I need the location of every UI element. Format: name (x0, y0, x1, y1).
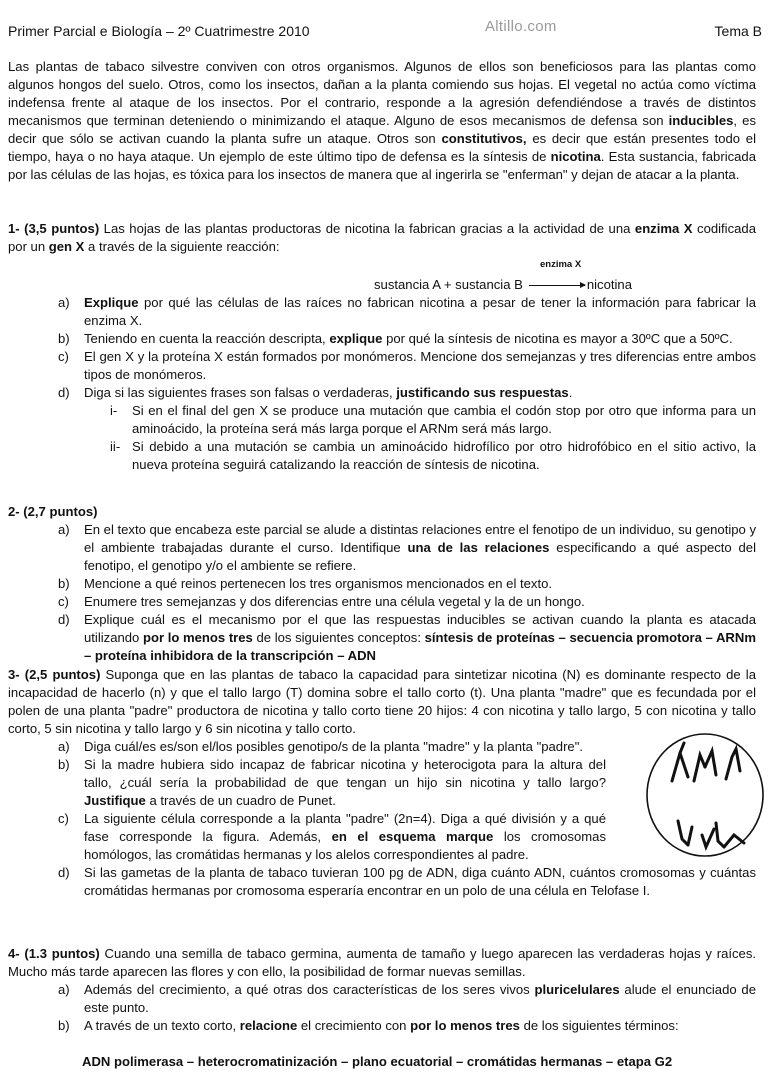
text-run: alude el enunciado de este punto. (84, 982, 757, 1015)
question-item (8, 575, 756, 593)
text-run: de los siguientes términos: (519, 1018, 679, 1033)
chromosome-3a (726, 749, 740, 779)
text-run: Explique (84, 295, 139, 310)
text-run: A través de un texto corto, (84, 1018, 240, 1033)
question-item (8, 348, 756, 384)
text-run: Mencione a qué reinos pertenecen los tres organismos mencionados en el texto. (84, 576, 553, 591)
reaction-equation (8, 256, 756, 294)
reaction-arrow-icon (529, 285, 585, 286)
chromosomes-bottom (678, 821, 744, 847)
text-run: a través de la siguiente reacción: (84, 239, 280, 254)
question-2-title (8, 503, 756, 521)
question-4 (8, 945, 756, 1071)
question-4-prompt (8, 945, 756, 981)
text-run: a través de un cuadro de Punet. (145, 793, 336, 808)
question-4-items (8, 981, 756, 1035)
text-run: La siguiente célula corresponde a la planta "padre" (2n=4). Diga a qué división y a qué fase corresponde la figura. Además, (84, 811, 606, 844)
text-run: síntesis de proteínas – secuencia promotora – ARNm – proteína inhibidora de la transcripción – ADN (84, 630, 756, 663)
exam-version: Tema B (714, 23, 762, 39)
item-text (84, 521, 756, 575)
text-run: 3- (2,5 puntos) (8, 667, 101, 682)
item-text (84, 384, 756, 474)
text-run: constitutivos, (441, 131, 527, 146)
page-header (8, 18, 772, 40)
reaction-reactants: sustancia A + sustancia B (374, 277, 523, 292)
text-run: Si la madre hubiera sido incapaz de fabricar nicotina y heterocigota para la altura del tallo, ¿cuál sería la probabilidad de que tengan un hijo sin nicotina y tallo largo? (84, 757, 606, 790)
item-label: a) (58, 295, 70, 310)
chromosome-2b (705, 751, 716, 775)
text-run: Diga cuál/es es/son el/los posibles genotipo/s de la planta "madre" y la planta "padre". (84, 739, 583, 754)
item-label: c) (58, 349, 69, 364)
text-run: justificando sus respuestas (396, 385, 569, 400)
item-label: d) (58, 865, 70, 880)
item-label: c) (58, 811, 69, 826)
text-run: Cuando una semilla de tabaco germina, aumenta de tamaño y luego aparecen las verdaderas hojas y raíces. Mucho más tarde aparecen las flores y con ello, la posibilidad de formar nuevas semillas. (8, 946, 757, 979)
question-item (8, 611, 756, 665)
item-text (84, 611, 756, 665)
text-run: . (568, 385, 573, 400)
text-run: nicotina (550, 149, 601, 164)
item-text (84, 575, 756, 593)
question-2 (8, 503, 756, 665)
item-label: d) (58, 612, 70, 627)
text-run: relacione (239, 1018, 298, 1033)
chromosome-2a (694, 755, 705, 781)
text-run: 4- (1.3 puntos) (8, 946, 100, 961)
chromosome-6b (724, 835, 744, 847)
text-run: Además del crecimiento, a qué otras dos características de los seres vivos (84, 982, 535, 997)
chromosome-5a (702, 829, 714, 847)
item-label: b) (58, 576, 70, 591)
item-label: d) (58, 385, 70, 400)
text-run: Diga si las siguientes frases son falsas o verdaderas, (84, 385, 397, 400)
text-run: Si las gametas de la planta de tabaco tuvieran 100 pg de ADN, diga cuánto ADN, cuántos cromosomas y cuántas cromátidas hermanas por cromosoma esperaría encontrar en un polo de una célula en Telofase I. (84, 865, 756, 898)
text-run: gen X (48, 239, 85, 254)
chromosome-6a (716, 823, 724, 847)
text-run: una de las relaciones (407, 540, 550, 555)
text-run: por qué las células de las raíces no fabrican nicotina a pesar de tener la información para fabricar la enzima X. (84, 295, 756, 328)
sub-item (84, 402, 756, 438)
item-label: a) (58, 982, 70, 997)
question-item (8, 294, 756, 330)
text-run: los cromosomas homólogos, las cromátidas hermanas y los alelos correspondientes al padre. (84, 829, 607, 862)
sub-item-label: ii- (110, 439, 121, 454)
item-text (84, 330, 756, 348)
sub-item-text: Si en el final del gen X se produce una mutación que cambia el codón stop por otro que informa para un aminoácido, la proteína será más larga porque el ARNm será más largo. (132, 403, 756, 436)
text-run: explique (329, 331, 383, 346)
item-text (84, 981, 756, 1017)
intro-paragraph (8, 58, 756, 184)
question-1 (8, 220, 756, 474)
item-text (84, 348, 756, 384)
item-label: c) (58, 594, 69, 609)
item-text (84, 593, 756, 611)
item-text (84, 294, 756, 330)
text-run: por lo menos tres (410, 1018, 520, 1033)
enzyme-label: enzima X (540, 259, 582, 270)
question-item (8, 521, 756, 575)
text-run: . Esta sustancia, fabricada por las células de las hojas, es tóxica para los insectos de manera que al ingerirla se "enferman" y dejan de atacar a la planta. (8, 149, 756, 182)
watermark-text: Altillo.com (485, 18, 557, 35)
question-3-prompt (8, 666, 756, 738)
question-item (8, 864, 756, 900)
text-run: Enumere tres semejanzas y dos diferencias entre una célula vegetal y la de un hongo. (84, 594, 585, 609)
chromosome-1b (680, 753, 688, 777)
question-item (8, 330, 756, 348)
text-run: 1- (3,5 puntos) (8, 221, 100, 236)
text-run: especificando a qué aspecto del fenotipo, el genotipo y/o el ambiente se refiere. (84, 540, 756, 573)
text-run: en el esquema marque (331, 829, 494, 844)
text-run: Las plantas de tabaco silvestre conviven con otros organismos. Algunos de ellos son beneficiosos para las plantas como algunos hongos del suelo. Otros, como los insectos, dañan a la planta comiendo sus hojas. El vegetal no actúa como víctima indefensa frente al ataque de los insectos. Por el contrario, responde a la agresión defendiéndose a través de distintos mecanismos que terminan deteniendo o minimizando el ataque. Alguno de esos mecanismos de defensa son (8, 59, 756, 128)
chromosome-4b (688, 827, 692, 845)
sub-item (84, 438, 756, 474)
text-run: de los siguientes conceptos: (252, 630, 425, 645)
question-2-points: 2- (2,7 puntos) (8, 504, 98, 519)
reaction-product: nicotina (586, 277, 632, 292)
question-3 (8, 666, 756, 900)
text-run: por qué la síntesis de nicotina es mayor a 30ºC que a 50ºC. (382, 331, 733, 346)
question-2-items (8, 521, 756, 665)
item-label: a) (58, 522, 70, 537)
question-3-body (8, 666, 756, 900)
terms-list: ADN polimerasa – heterocromatinización – plano ecuatorial – cromátidas hermanas – etapa G2 (82, 1054, 673, 1069)
text-run: El gen X y la proteína X están formados por monómeros. Mencione dos semejanzas y tres diferencias entre ambos tipos de monómeros. (84, 349, 756, 382)
question-item (8, 384, 756, 474)
chromosome-4a (678, 821, 688, 845)
exam-title: Primer Parcial e Biología – 2º Cuatrimestre 2010 (8, 23, 310, 39)
sub-item-text: Si debido a una mutación se cambia un aminoácido hidrofílico por otro hidrofóbico en el sitio activo, la nueva proteína seguirá catalizando la reacción de síntesis de nicotina. (132, 439, 756, 472)
chromosomes-top (672, 743, 740, 781)
question-item (8, 1017, 756, 1035)
text-run: por lo menos tres (142, 630, 253, 645)
text-run: inducibles (668, 113, 734, 128)
question-item (8, 593, 756, 611)
sub-item-label: i- (110, 403, 118, 418)
question-1-items (8, 294, 756, 474)
text-run: En el texto que encabeza este parcial se alude a distintas relaciones entre el fenotipo de un individuo, su genotipo y el ambiente trabajadas durante el curso. Identifique (84, 522, 756, 555)
text-run: Suponga que en las plantas de tabaco la capacidad para sintetizar nicotina (N) es dominante respecto de la incapacidad de hacerlo (n) y que el tallo largo (T) domina sobre el tallo corto (t). Una planta "madre" que es fecundada por el polen de una planta "padre" productora de nicotina y tallo corto tiene 20 hijos: 4 con nicotina y tallo largo, 5 con nicotina y tallo corto, 5 sin nicotina y tallo largo y 6 sin nicotina y tallo corto. (8, 667, 756, 736)
item-text (84, 1017, 756, 1035)
cell-membrane (647, 734, 763, 856)
text-run: Las hojas de las plantas productoras de nicotina la fabrican gracias a la actividad de una (99, 221, 635, 236)
text-run: es decir que están presentes todo el tiempo, haya o no haya ataque. Un ejemplo de este último tipo de defensa es la síntesis de (8, 131, 756, 164)
text-run: Justifique (84, 793, 146, 808)
text-run: enzima X (634, 221, 693, 236)
text-run: Explique cuál es el mecanismo por el que las respuestas inducibles se activan cuando la planta es atacada utilizando (84, 612, 756, 645)
item-text (84, 864, 756, 900)
text-run: el crecimiento con (297, 1018, 411, 1033)
text-run: codificada por un (8, 221, 756, 254)
text-run: , es decir que sólo se activan cuando la planta sufre un ataque. Otros son (8, 113, 756, 146)
text-run: pluricelulares (534, 982, 620, 997)
cell-division-figure (644, 731, 766, 859)
item-label: b) (58, 331, 70, 346)
item-label: b) (58, 757, 70, 772)
reaction-line (374, 276, 632, 294)
item-label: a) (58, 739, 70, 754)
question-1-prompt (8, 220, 756, 256)
item-label: b) (58, 1018, 70, 1033)
question-item (8, 981, 756, 1017)
text-run: Teniendo en cuenta la reacción descripta, (84, 331, 330, 346)
